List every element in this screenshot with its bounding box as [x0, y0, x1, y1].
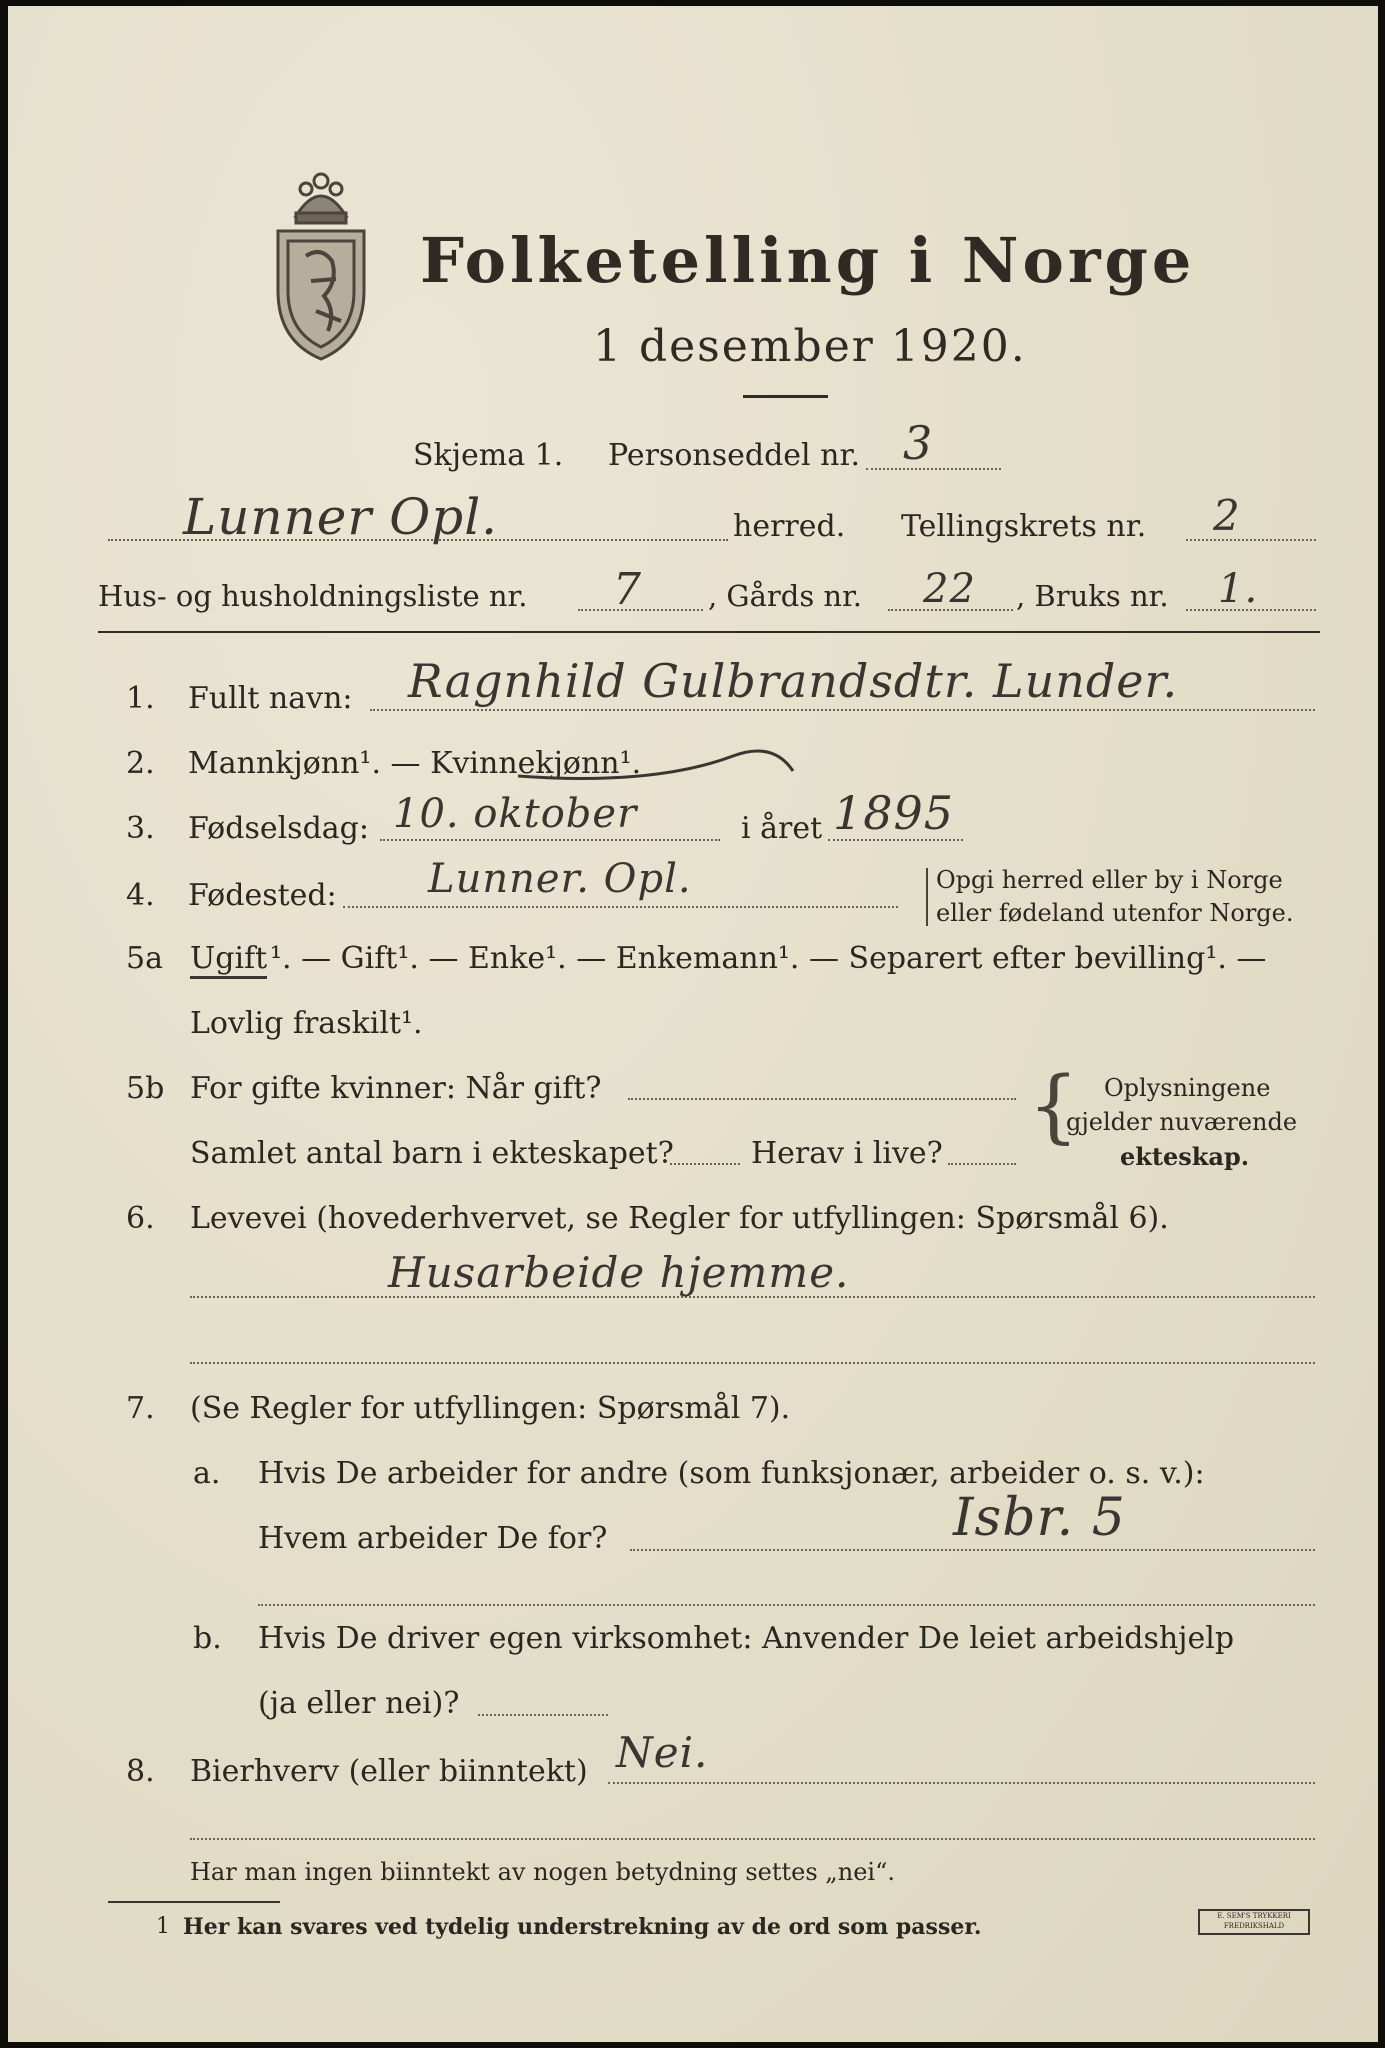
q1-number: 1.	[126, 681, 155, 716]
q7-number: 7.	[126, 1391, 155, 1426]
skjema-label: Skjema 1.	[413, 438, 564, 473]
birthdate-value[interactable]: 10. oktober	[393, 791, 638, 837]
q2-number: 2.	[126, 746, 155, 781]
side-income-value[interactable]: Nei.	[616, 1728, 709, 1777]
gards-value[interactable]: 22	[923, 566, 976, 612]
q1-label: Fullt navn:	[188, 681, 353, 716]
q7b-line-1: Hvis De driver egen virksomhet: Anvender De leiet arbeidshjelp	[258, 1621, 1235, 1656]
q7b-letter: b.	[193, 1621, 222, 1656]
q4-bracket	[926, 868, 928, 926]
footer-note: Har man ingen biinntekt av nogen betydning settes „nei“.	[190, 1858, 895, 1886]
birthplace-note-1: Opgi herred eller by i Norge	[936, 866, 1283, 894]
coat-of-arms-icon	[266, 161, 376, 361]
birthplace-note-2: eller fødeland utenfor Norge.	[936, 899, 1294, 927]
q4-label: Fødested:	[188, 878, 337, 913]
q4-number: 4.	[126, 878, 155, 913]
q6-label: Levevei (hovederhvervet, se Regler for utfyllingen: Spørsmål 6).	[190, 1201, 1169, 1236]
herav-label: Herav i live?	[751, 1136, 943, 1171]
full-name-value[interactable]: Ragnhild Gulbrandsdtr. Lunder.	[408, 654, 1179, 708]
year-label: i året	[741, 811, 823, 846]
husholdningsliste-label: Hus- og husholdningsliste nr.	[98, 579, 528, 613]
ugift-option[interactable]: Ugift	[190, 941, 267, 979]
form-title: Folketelling i Norge	[420, 224, 1196, 297]
census-form-page	[8, 6, 1378, 2042]
marital-status-options: ¹. — Gift¹. — Enke¹. — Enkemann¹. — Separert efter bevilling¹. —	[270, 941, 1267, 976]
personseddel-label: Personseddel nr.	[608, 438, 861, 473]
bruks-label: , Bruks nr.	[1016, 579, 1169, 613]
tellingskrets-value[interactable]: 2	[1213, 491, 1241, 540]
q8-label: Bierhverv (eller biinntekt)	[190, 1754, 588, 1789]
herred-label: herred.	[733, 509, 846, 544]
naar-gift-label: For gifte kvinner: Når gift?	[190, 1071, 602, 1106]
q7a-line-2: Hvem arbeider De for?	[258, 1521, 608, 1556]
birthplace-value[interactable]: Lunner. Opl.	[428, 856, 692, 902]
q5b-number: 5b	[126, 1071, 165, 1106]
q7b-line-2: (ja eller nei)?	[258, 1686, 460, 1721]
title-divider	[743, 395, 828, 398]
q5b-note-2: gjelder nuværende	[1066, 1108, 1298, 1136]
personseddel-value[interactable]: 3	[903, 416, 934, 470]
q3-label: Fødselsdag:	[188, 811, 369, 846]
lovlig-fraskilt-option: Lovlig fraskilt¹.	[190, 1006, 423, 1041]
q5b-brace: {	[1028, 1059, 1079, 1152]
q7a-line-1: Hvis De arbeider for andre (som funksjonær, arbeider o. s. v.):	[258, 1456, 1205, 1491]
employer-value[interactable]: Isbr. 5	[953, 1488, 1126, 1548]
q3-number: 3.	[126, 811, 155, 846]
printer-stamp: E. SEM'S TRYKKERI FREDRIKSHALD	[1198, 1909, 1310, 1935]
census-date: 1 desember 1920.	[593, 321, 1027, 372]
q2-label: Mannkjønn¹. — Kvinnekjønn¹.	[188, 746, 642, 781]
footnote-text: Her kan svares ved tydelig understrekning av de ord som passer.	[183, 1914, 982, 1940]
footnote-rule	[108, 1901, 280, 1903]
footnote-number: 1	[156, 1914, 170, 1939]
q8-number: 8.	[126, 1754, 155, 1789]
occupation-value[interactable]: Husarbeide hjemme.	[388, 1248, 850, 1297]
tellingskrets-label: Tellingskrets nr.	[901, 509, 1147, 544]
husholdningsliste-value[interactable]: 7	[613, 564, 642, 615]
q5a-number: 5a	[126, 941, 163, 976]
barn-label: Samlet antal barn i ekteskapet?	[190, 1136, 674, 1171]
birth-year-value[interactable]: 1895	[833, 786, 955, 840]
gards-label: , Gårds nr.	[708, 579, 862, 613]
herred-value[interactable]: Lunner Opl.	[183, 488, 499, 546]
q6-number: 6.	[126, 1201, 155, 1236]
q5b-note-3: ekteskap.	[1120, 1142, 1250, 1171]
q7-label: (Se Regler for utfyllingen: Spørsmål 7).	[190, 1391, 791, 1426]
q5b-note-1: Oplysningene	[1104, 1074, 1271, 1102]
bruks-value[interactable]: 1.	[1218, 566, 1259, 612]
section-rule	[98, 631, 1320, 633]
q7a-letter: a.	[193, 1456, 221, 1491]
